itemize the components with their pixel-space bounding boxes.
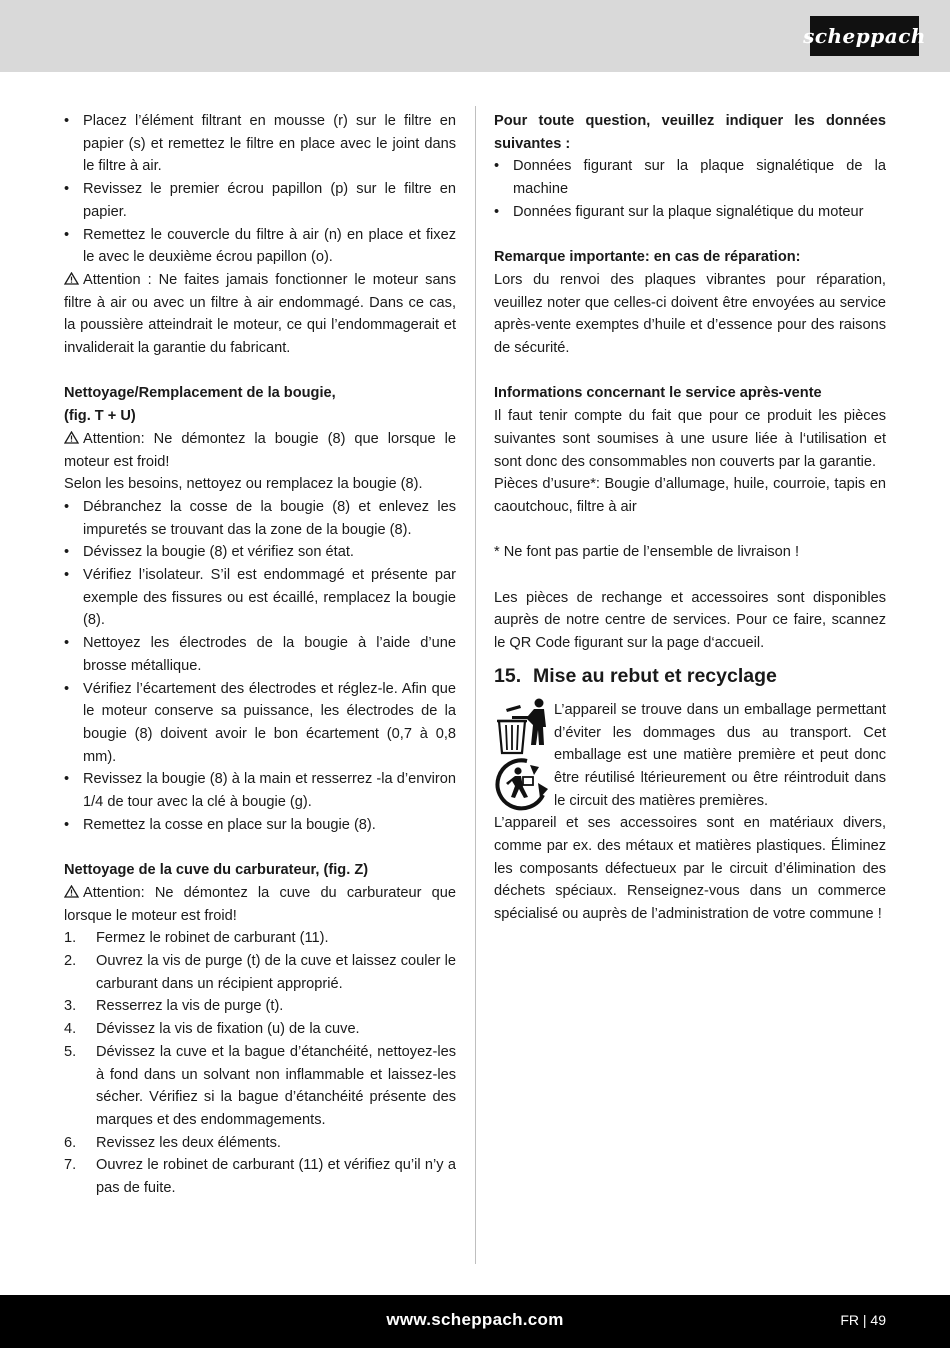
page-number: FR | 49 (840, 1312, 886, 1328)
section-title: 15. Mise au rebut et recyclage (494, 664, 777, 687)
warning-triangle-icon (64, 272, 79, 285)
warning-triangle-icon (64, 431, 79, 444)
spare-parts-text: Les pièces de rechange et accessoires sont disponibles auprès de notre centre de services. Pour ce faire, scannez le QR Code figurant sur la page d‘accueil. (494, 589, 886, 652)
carburetor-warning: Attention: Ne démontez la cuve du carburateur que lorsque le moteur est froid! (64, 884, 456, 924)
spark-plug-heading: Nettoyage/Remplacement de la bougie, (64, 385, 336, 402)
list-item: • Vérifiez l’écartement des électrodes et réglez-le. Afin que le moteur conserve sa puissance, les électrodes de la bougie (8) doivent avoir le bon écartement (0,7 à 0,8 mm). (64, 678, 456, 769)
air-filter-steps (64, 110, 456, 269)
recycling-icons (494, 697, 554, 835)
service-text: Il faut tenir compte du fait que pour ce produit les pièces suivantes sont soumises à une usure liée à l‘utilisation et sont donc des consommables non couverts par la garantie. (494, 408, 886, 470)
spark-plug-heading-fig: (fig. T + U) (64, 408, 136, 425)
list-item: • Revissez la bougie (8) à la main et resserrez -la d’environ 1/4 de tour avec la clé à bougie (g). (64, 768, 456, 813)
left-column (64, 110, 456, 1200)
wear-parts: Pièces d’usure*: Bougie d’allumage, huile, courroie, tapis en caoutchouc, filtre à air (494, 476, 886, 515)
materials-text: L’appareil et ses accessoires sont en matériaux divers, comme par ex. des métaux et matières plastiques. Éliminez les composants défectueux par le circuit d’élimination des déchets spéciaux. Renseignez-vous dans un commerce spécialisé ou auprès de l’administration de votre commune ! (494, 815, 886, 923)
spark-plug-warning: Attention: Ne démontez la bougie (8) que lorsque le moteur est froid! (64, 430, 456, 470)
list-item: • Remettez la cosse en place sur la bougie (8). (64, 814, 456, 837)
footer-band (0, 1295, 950, 1348)
list-item: • Placez l’élément filtrant en mousse (r) sur le filtre en papier (s) et remettez le filtre en place avec le joint dans le filtre à air. (64, 110, 456, 178)
list-item: • Nettoyez les électrodes de la bougie à l’aide d’une brosse métallique. (64, 632, 456, 677)
list-item: • Revissez le premier écrou papillon (p) sur le filtre en papier. (64, 178, 456, 223)
footer-website-link[interactable]: www.scheppach.com (386, 1310, 564, 1329)
list-item: 2. Ouvrez la vis de purge (t) de la cuve et laissez couler le carburant dans un récipient approprié. (64, 952, 456, 992)
recycle-person-icon (497, 760, 548, 808)
questions-list (494, 155, 886, 223)
column-divider (475, 106, 476, 1264)
service-heading: Informations concernant le service après-vente (494, 385, 822, 402)
list-item: 3. Resserrez la vis de purge (t). (64, 998, 284, 1015)
spark-plug-intro: Selon les besoins, nettoyez ou remplacez la bougie (8). (64, 476, 423, 493)
list-item: • Dévissez la bougie (8) et vérifiez son état. (64, 541, 456, 564)
air-filter-warning: Attention : Ne faites jamais fonctionner le moteur sans filtre à air ou avec un filtre à air endommagé. Dans ce cas, la poussière atteindrait le moteur, ce qui l’endommagerait et invaliderait la garantie du fabricant. (64, 271, 456, 357)
list-item: 6. Revissez les deux éléments. (64, 1134, 281, 1151)
waste-bin-icon (497, 698, 546, 753)
list-item: • Données figurant sur la plaque signalétique du moteur (494, 201, 886, 224)
carburetor-heading: Nettoyage de la cuve du carburateur, (fig. Z) (64, 862, 369, 879)
list-item: • Données figurant sur la plaque signalétique de la machine (494, 155, 886, 200)
carburetor-steps (64, 927, 456, 1199)
spark-plug-steps (64, 496, 456, 837)
repair-heading: Remarque importante: en cas de réparation: (494, 249, 801, 266)
list-item: 1. Fermez le robinet de carburant (11). (64, 930, 329, 947)
recycling-block (494, 699, 886, 813)
list-item: 7. Ouvrez le robinet de carburant (11) et vérifiez qu’il n’y a pas de fuite. (64, 1157, 456, 1197)
brand-logo: scheppach (810, 16, 919, 56)
list-item: 4. Dévissez la vis de fixation (u) de la cuve. (64, 1021, 360, 1038)
packaging-text: L’appareil se trouve dans un emballage permettant d’éviter les dommages dus au transport. Cet emballage est une matière première et peut donc être réutilisé ltérieurement ou être réintroduit dans le circuit des matières premières. (554, 701, 886, 809)
list-item: 5. Dévissez la cuve et la bague d’étanchéité, nettoyez-les à fond dans un solvant non inflammable et laissez-les sécher. Vérifiez si la bague d’étanchéité présente des marques et des endommagements. (64, 1043, 456, 1128)
list-item: • Remettez le couvercle du filtre à air (n) en place et fixez le avec le deuxième écrou papillon (o). (64, 224, 456, 269)
list-item: • Débranchez la cosse de la bougie (8) et enlevez les impuretés se trouvant das la zone de la bougie (8). (64, 496, 456, 541)
delivery-footnote: * Ne font pas partie de l’ensemble de livraison ! (494, 544, 800, 561)
list-item: • Vérifiez l’isolateur. S’il est endommagé et présente par exemple des fissures ou est écaillé, remplacez la bougie (8). (64, 564, 456, 632)
questions-heading: Pour toute question, veuillez indiquer les données suivantes : (494, 113, 886, 152)
right-column (494, 110, 886, 926)
warning-triangle-icon (64, 885, 79, 898)
repair-text: Lors du renvoi des plaques vibrantes pour réparation, veuillez noter que celles-ci doivent être envoyées au service après-vente exemptes d’huile et d’essence pour des raisons de sécurité. (494, 271, 886, 357)
